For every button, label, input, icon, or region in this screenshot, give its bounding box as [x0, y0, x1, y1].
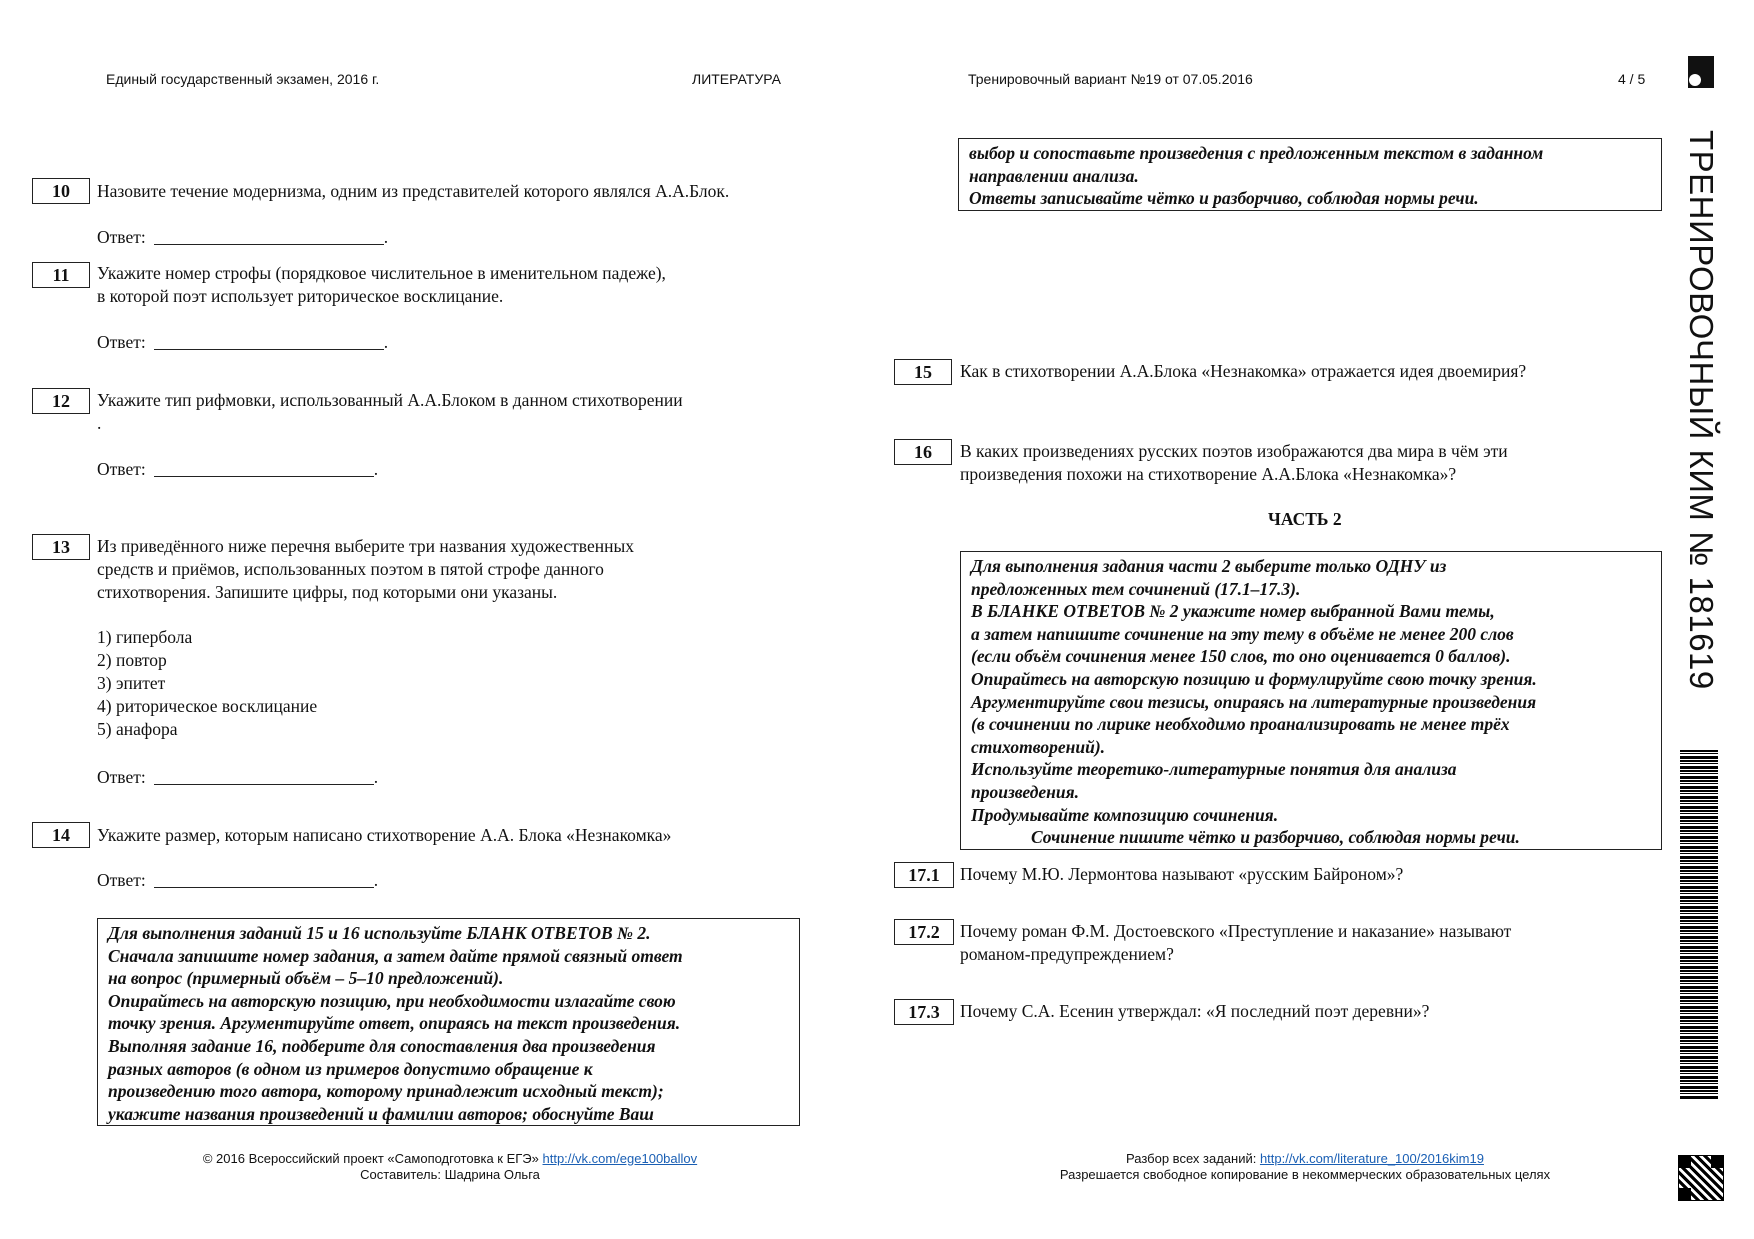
instruction-line: Выполняя задание 16, подберите для сопоставления два произведения [108, 1035, 656, 1056]
instruction-line: точку зрения. Аргументируйте ответ, опираясь на текст произведения. [108, 1013, 681, 1034]
task-number-14: 14 [32, 822, 90, 848]
task-17-2-text-line2: романом-предупреждением? [960, 944, 1174, 964]
instruction-line: на вопрос (примерный объём – 5–10 предложений). [108, 968, 504, 989]
answer-label: Ответ: [97, 227, 146, 247]
task-11-text-line1: Укажите номер строфы (порядковое числительное в именительном падеже), [97, 263, 666, 283]
answer-label: Ответ: [97, 870, 146, 890]
task-number-12: 12 [32, 388, 90, 414]
instruction-line: (в сочинении по лирике необходимо проанализировать не менее трёх [971, 714, 1510, 735]
task-16-text-line1: В каких произведениях русских поэтов изображаются два мира в чём эти [960, 441, 1508, 461]
instructions-15-16-box [97, 918, 800, 1126]
instruction-line: (если объём сочинения менее 150 слов, то оно оценивается 0 баллов). [971, 646, 1511, 667]
task-13-answer-field[interactable] [154, 770, 374, 785]
task-14-answer-field[interactable] [154, 873, 374, 888]
footer-author: Составитель: Шадрина Ольга [360, 1167, 540, 1182]
task-13-option: 4) риторическое восклицание [97, 696, 318, 716]
footer-license: Разрешается свободное копирование в некоммерческих образовательных целях [1059, 1167, 1551, 1182]
task-17-3-text: Почему С.А. Есенин утверждал: «Я последний поэт деревни»? [960, 1001, 1430, 1021]
instruction-line: Аргументируйте свои тезисы, опираясь на литературные произведения [971, 691, 1537, 712]
task-13-option: 5) анафора [97, 719, 178, 739]
task-10-text: Назовите течение модернизма, одним из представителей которого являлся А.А.Блок. [97, 181, 730, 201]
barcode-icon [1680, 750, 1718, 1100]
task-17-1-text: Почему М.Ю. Лермонтова называют «русским Байроном»? [960, 864, 1404, 884]
task-10-answer: Ответ: . [97, 227, 389, 247]
task-13-option: 3) эпитет [97, 673, 166, 693]
task-10-answer-field[interactable] [154, 230, 384, 245]
task-number-17-1: 17.1 [894, 862, 954, 888]
task-12-text-line1: Укажите тип рифмовки, использованный А.А.Блоком в данном стихотворении [97, 390, 683, 410]
logo-dot [1689, 74, 1701, 86]
instruction-line: произведения. [971, 781, 1080, 802]
instruction-line: стихотворений). [971, 736, 1106, 757]
task-number-10: 10 [32, 178, 90, 204]
instructions-continuation-box [958, 138, 1662, 211]
task-13-text-line3: стихотворения. Запишите цифры, под которыми они указаны. [97, 582, 558, 602]
header-page-number: 4 / 5 [1618, 71, 1646, 87]
vertical-kim-title: ТРЕНИРОВОЧНЫЙ КИМ № 181619 [1683, 130, 1720, 690]
footer-right [1000, 1151, 1610, 1183]
header-subject: ЛИТЕРАТУРА [692, 71, 781, 87]
task-number-16: 16 [894, 439, 952, 465]
task-11-answer-field[interactable] [154, 335, 384, 350]
task-13-option: 2) повтор [97, 650, 167, 670]
part2-title: ЧАСТЬ 2 [1268, 509, 1342, 529]
instruction-line: Ответы записывайте чётко и разборчиво, соблюдая нормы речи. [969, 188, 1479, 209]
instruction-line: произведению того автора, которому принадлежит исходный текст); [108, 1081, 664, 1102]
footer-analysis-link[interactable]: http://vk.com/literature_100/2016kim19 [1259, 1151, 1484, 1166]
task-12-answer-field[interactable] [154, 462, 374, 477]
instruction-line: Для выполнения задания части 2 выберите только ОДНУ из [971, 556, 1447, 576]
task-number-17-2: 17.2 [894, 919, 954, 945]
footer-copyright: © 2016 Всероссийский проект «Самоподготовка к ЕГЭ» [202, 1151, 543, 1166]
task-11-text-line2: в которой поэт использует риторическое восклицание. [97, 286, 504, 306]
task-17-2-text-line1: Почему роман Ф.М. Достоевского «Преступление и наказание» называют [960, 921, 1512, 941]
header-exam-title: Единый государственный экзамен, 2016 г. [106, 71, 380, 87]
answer-label: Ответ: [97, 459, 146, 479]
instruction-line: разных авторов (в одном из примеров допустимо обращение к [108, 1058, 593, 1079]
footer-analysis-label: Разбор всех заданий: [1126, 1151, 1260, 1166]
task-number-13: 13 [32, 534, 90, 560]
instruction-line: Используйте теоретико-литературные понятия для анализа [971, 759, 1457, 780]
task-15-text: Как в стихотворении А.А.Блока «Незнакомка» отражается идея двоемирия? [960, 361, 1527, 381]
task-number-15: 15 [894, 359, 952, 385]
task-16-text-line2: произведения похожи на стихотворение А.А.Блока «Незнакомка»? [960, 464, 1457, 484]
task-11-answer: Ответ: . [97, 332, 389, 352]
task-14-text: Укажите размер, которым написано стихотворение А.А. Блока «Незнакомка» [97, 825, 672, 845]
instruction-line: Опирайтесь на авторскую позицию, при необходимости излагайте свою [108, 990, 676, 1011]
instruction-line: укажите названия произведений и фамилии авторов; обоснуйте Ваш [108, 1103, 654, 1124]
task-13-text-line2: средств и приёмов, использованных поэтом в пятой строфе данного [97, 559, 604, 579]
task-number-17-3: 17.3 [894, 999, 954, 1025]
instruction-line: В БЛАНКЕ ОТВЕТОВ № 2 укажите номер выбранной Вами темы, [971, 601, 1495, 622]
part2-instructions-box [960, 551, 1662, 850]
instruction-line: направлении анализа. [969, 165, 1139, 186]
task-14-answer: Ответ: . [97, 870, 379, 890]
footer-left [140, 1151, 760, 1183]
instruction-line: выбор и сопоставьте произведения с предложенным текстом в заданном [969, 143, 1544, 163]
task-number-11: 11 [32, 262, 90, 288]
instruction-line: Сначала запишите номер задания, а затем дайте прямой связный ответ [108, 945, 683, 966]
task-12-text-line2: . [97, 413, 102, 433]
answer-label: Ответ: [97, 332, 146, 352]
header-variant: Тренировочный вариант №19 от 07.05.2016 [968, 71, 1253, 87]
instruction-line: а затем напишите сочинение на эту тему в объёме не менее 200 слов [971, 623, 1514, 644]
qr-code-icon [1678, 1155, 1724, 1201]
answer-label: Ответ: [97, 767, 146, 787]
instruction-line: Для выполнения заданий 15 и 16 используйте БЛАНК ОТВЕТОВ № 2. [108, 923, 651, 943]
task-13-text-line1: Из приведённого ниже перечня выберите три названия художественных [97, 536, 634, 556]
footer-vk-link[interactable]: http://vk.com/ege100ballov [542, 1151, 698, 1166]
task-13-option: 1) гипербола [97, 627, 193, 647]
instruction-line: Продумывайте композицию сочинения. [971, 804, 1279, 825]
task-13-answer: Ответ: . [97, 767, 379, 787]
instruction-line: Опирайтесь на авторскую позицию и формулируйте свою точку зрения. [971, 668, 1537, 689]
instruction-line: предложенных тем сочинений (17.1–17.3). [971, 578, 1301, 599]
instruction-line: Сочинение пишите чётко и разборчиво, соблюдая нормы речи. [1031, 827, 1520, 848]
task-12-answer: Ответ: . [97, 459, 379, 479]
